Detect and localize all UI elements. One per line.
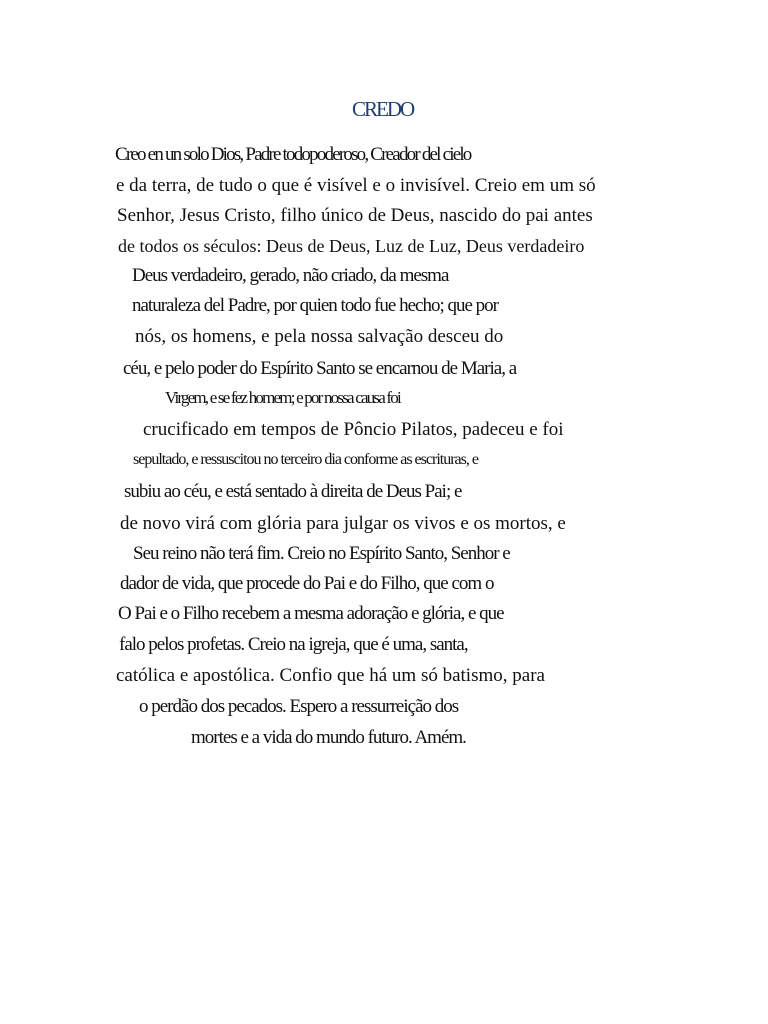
creed-line-15: dador de vida, que procede do Pai e do Filho, que com o [120, 573, 494, 594]
creed-line-20: mortes e a vida do mundo futuro. Amém. [191, 727, 466, 748]
creed-line-8: céu, e pelo poder do Espírito Santo se encarnou de Maria, a [123, 358, 517, 379]
document-title: CREDO [352, 97, 414, 121]
creed-line-10: crucificado em tempos de Pôncio Pilatos, padeceu e foi [143, 419, 564, 440]
creed-line-5: Deus verdadeiro, gerado, não criado, da mesma [132, 265, 449, 286]
creed-line-11: sepultado, e ressuscitou no terceiro dia conforme as escrituras, e [133, 451, 478, 468]
creed-line-14: Seu reino não terá fim. Creio no Espírito Santo, Senhor e [133, 543, 510, 564]
creed-line-19: o perdão dos pecados. Espero a ressurreição dos [139, 696, 459, 717]
creed-line-3: Senhor, Jesus Cristo, filho único de Deus, nascido do pai antes [117, 205, 593, 226]
creed-line-9: Virgem, e se fez homem; e por nossa causa foi [165, 388, 400, 407]
creed-line-2: e da terra, de tudo o que é visível e o invisível. Creio em um só [116, 175, 596, 196]
creed-line-17: falo pelos profetas. Creio na igreja, que é uma, santa, [119, 634, 468, 655]
creed-line-7: nós, os homens, e pela nossa salvação desceu do [135, 326, 504, 347]
creed-line-18: católica e apostólica. Confio que há um só batismo, para [116, 665, 545, 686]
creed-line-4: de todos os séculos: Deus de Deus, Luz de Luz, Deus verdadeiro [118, 236, 585, 256]
creed-line-6: naturaleza del Padre, por quien todo fue hecho; que por [132, 295, 499, 316]
creed-line-12: subiu ao céu, e está sentado à direita de Deus Pai; e [124, 481, 462, 502]
creed-line-13: de novo virá com glória para julgar os vivos e os mortos, e [120, 513, 566, 534]
creed-line-1: Creo en un solo Dios, Padre todopoderoso, Creador del cielo [115, 144, 471, 165]
creed-line-16: O Pai e o Filho recebem a mesma adoração e glória, e que [118, 603, 504, 624]
